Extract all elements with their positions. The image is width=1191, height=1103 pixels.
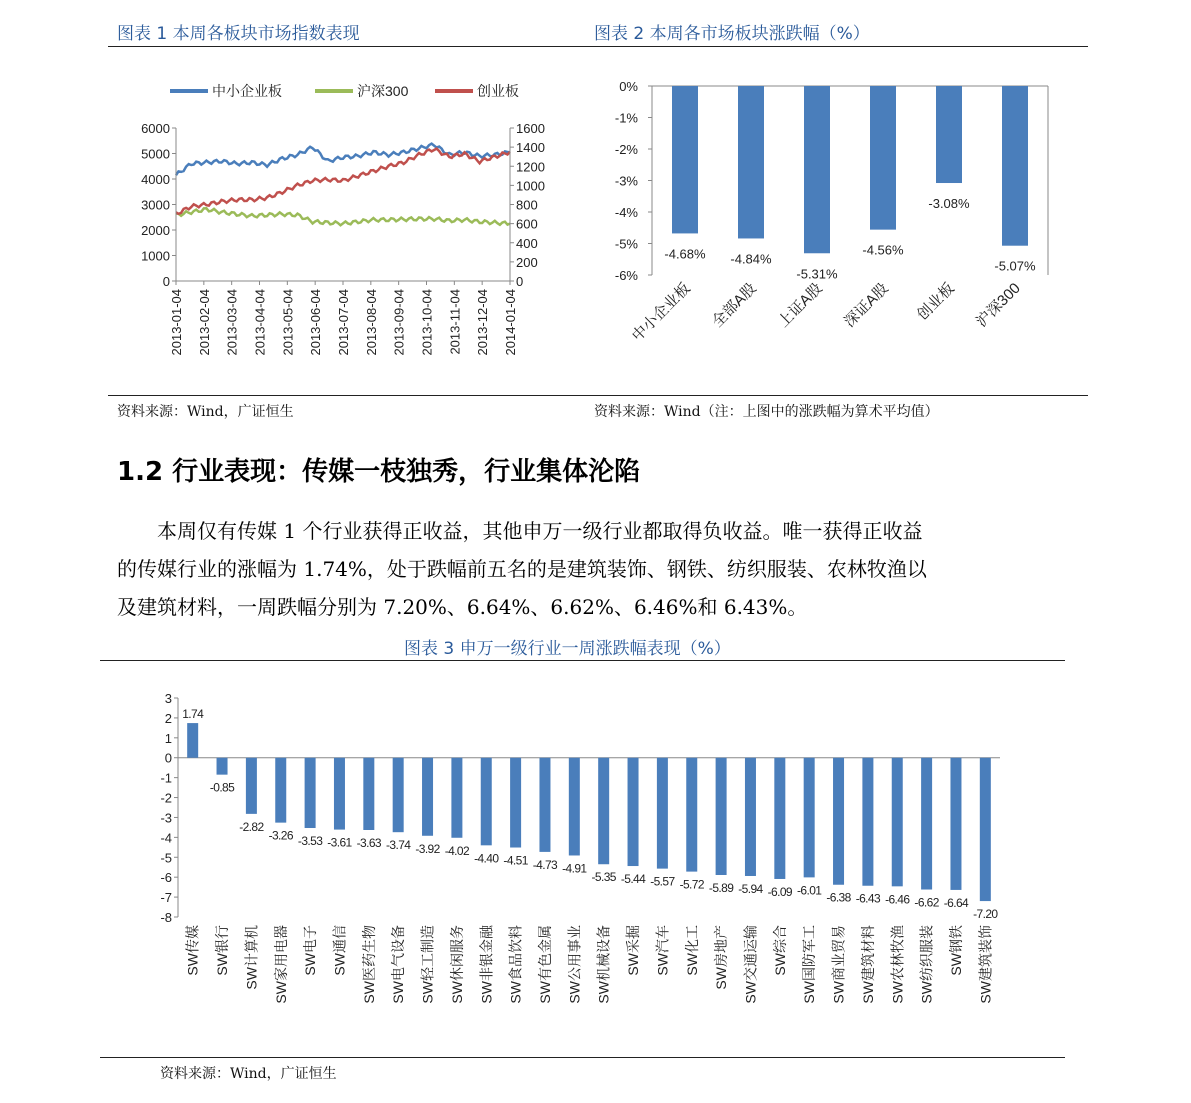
figure-1-source: 资料来源：Wind，广证恒生 xyxy=(117,404,294,420)
bar xyxy=(481,758,492,846)
category-label: 深证A股 xyxy=(840,279,892,331)
bar xyxy=(305,758,316,828)
y-tick-label: -4% xyxy=(614,205,638,220)
y-tick-label: -2 xyxy=(160,790,172,806)
category-label: SW公用事业 xyxy=(566,925,583,1004)
bar xyxy=(393,758,404,832)
y-left-tick-label: 2000 xyxy=(141,223,170,238)
legend-label: 创业板 xyxy=(477,83,519,99)
y-tick-label: -3 xyxy=(160,810,172,826)
bar xyxy=(657,758,668,869)
y-tick-label: -7 xyxy=(160,890,172,906)
bar xyxy=(980,758,991,901)
bar-value-label: -4.51 xyxy=(503,853,528,868)
bar-value-label: -5.72 xyxy=(679,877,704,892)
category-label: SW房地产 xyxy=(713,925,730,990)
bar-value-label: -5.94 xyxy=(738,881,763,896)
bottom-rule xyxy=(100,1057,1065,1058)
bar-value-label: -5.57 xyxy=(650,874,675,889)
y-right-tick-label: 400 xyxy=(516,235,538,251)
y-left-tick-label: 3000 xyxy=(141,197,170,213)
bar-value-label: -3.61 xyxy=(327,835,352,850)
y-tick-label: -2% xyxy=(614,142,638,157)
y-right-tick-label: 1400 xyxy=(516,140,545,156)
bar xyxy=(921,758,932,890)
bar-value-label: -3.63 xyxy=(356,835,382,850)
legend-label: 沪深300 xyxy=(357,83,409,99)
bar xyxy=(716,758,727,875)
bar-value-label: -6.43 xyxy=(855,891,881,906)
category-label: SW汽车 xyxy=(654,925,671,976)
bar xyxy=(422,758,433,836)
fig1-legend xyxy=(170,83,519,99)
figure-2-bar-chart xyxy=(590,70,1070,370)
category-label: SW建筑材料 xyxy=(859,925,876,1004)
bar xyxy=(510,758,521,848)
category-label: SW机械设备 xyxy=(595,925,612,1004)
category-label: SW医药生物 xyxy=(360,925,377,1004)
bar-value-label: -6.64 xyxy=(943,895,969,910)
bar-value-label: 1.74 xyxy=(182,707,204,722)
bar-value-label: -7.20 xyxy=(973,907,998,922)
x-tick-label: 2013-10-04 xyxy=(419,289,435,356)
category-label: SW非银金融 xyxy=(478,925,495,1004)
y-tick-label: -1% xyxy=(614,110,638,126)
figure-2-caption: 图表 2 本周各市场板块涨跌幅（%） xyxy=(594,24,870,44)
bar xyxy=(275,758,286,823)
bar xyxy=(833,758,844,885)
bar xyxy=(862,758,873,886)
paragraph-line: 及建筑材料，一周跌幅分别为 7.20%、6.64%、6.62%、6.46%和 6.43%。 xyxy=(117,595,808,619)
mid-rule xyxy=(108,395,1088,396)
y-tick-label: -5% xyxy=(614,236,638,252)
bar-value-label: -2.82 xyxy=(239,819,264,834)
bar xyxy=(892,758,903,887)
bar xyxy=(745,758,756,876)
bar xyxy=(217,758,228,775)
bar-value-label: -5.07% xyxy=(994,258,1036,274)
y-tick-label: -4 xyxy=(160,830,172,846)
bar-value-label: -6.46 xyxy=(885,892,910,907)
category-label: SW家用电器 xyxy=(272,925,289,1004)
series-line xyxy=(176,208,510,225)
bar-value-label: -3.26 xyxy=(268,828,293,843)
category-label: SW农林牧渔 xyxy=(889,925,906,1004)
bar xyxy=(1002,86,1028,246)
x-tick-label: 2013-06-04 xyxy=(308,289,324,356)
bar-value-label: -3.08% xyxy=(928,196,970,212)
bar-value-label: -4.02 xyxy=(444,843,470,858)
bar-value-label: -4.40 xyxy=(474,851,499,866)
bar-value-label: -5.35 xyxy=(591,870,616,885)
bar xyxy=(774,758,785,879)
x-tick-label: 2013-11-04 xyxy=(447,289,463,355)
y-right-tick-label: 600 xyxy=(516,216,538,232)
bar-value-label: -6.62 xyxy=(914,895,939,910)
legend-label: 中小企业板 xyxy=(212,83,282,99)
paragraph-line: 本周仅有传媒 1 个行业获得正收益，其他申万一级行业都取得负收益。唯一获得正收益 xyxy=(117,519,923,543)
x-tick-label: 2013-01-04 xyxy=(169,289,184,356)
bar-value-label: -4.56% xyxy=(862,242,904,258)
bar-value-label: -5.44 xyxy=(620,872,646,887)
bar-value-label: -3.92 xyxy=(415,841,440,856)
category-label: SW银行 xyxy=(214,925,231,976)
y-tick-label: 3 xyxy=(164,691,172,706)
x-tick-label: 2013-04-04 xyxy=(252,289,268,356)
bar xyxy=(598,758,609,865)
y-tick-label: -8 xyxy=(160,910,172,925)
bar xyxy=(569,758,580,856)
bar-value-label: -5.31% xyxy=(796,266,838,282)
category-label: SW采掘 xyxy=(625,925,642,976)
bar xyxy=(672,86,698,233)
bar xyxy=(738,86,764,238)
category-label: SW商业贸易 xyxy=(830,925,847,1004)
paragraph-line: 的传媒行业的涨幅为 1.74%，处于跌幅前五名的是建筑装饰、钢铁、纺织服装、农林牧渔以 xyxy=(117,557,927,581)
bar xyxy=(804,86,830,253)
bar-value-label: -4.73 xyxy=(532,857,558,872)
body-paragraph xyxy=(117,512,1079,626)
fig3-top-rule xyxy=(100,660,1065,661)
y-left-tick-label: 1000 xyxy=(141,248,170,264)
section-heading: 1.2 行业表现：传媒一枝独秀，行业集体沦陷 xyxy=(117,457,641,487)
category-label: SW交通运输 xyxy=(742,925,759,1004)
y-tick-label: 2 xyxy=(164,710,172,726)
x-tick-label: 2013-08-04 xyxy=(363,289,379,356)
figure-3-caption: 图表 3 申万一级行业一周涨跌幅表现（%） xyxy=(404,639,731,659)
category-label: SW纺织服装 xyxy=(918,925,935,1004)
bar xyxy=(686,758,697,872)
figure-2-source: 资料来源：Wind（注：上图中的涨跌幅为算术平均值） xyxy=(594,404,939,420)
category-label: SW计算机 xyxy=(243,925,260,990)
y-right-tick-label: 200 xyxy=(516,254,538,270)
series-line xyxy=(176,144,510,176)
category-label: SW钢铁 xyxy=(947,925,964,976)
y-tick-label: -5 xyxy=(160,850,172,866)
y-left-tick-label: 0 xyxy=(162,274,170,289)
bar xyxy=(187,723,198,758)
category-label: SW轻工制造 xyxy=(419,925,436,1004)
bar-value-label: -3.53 xyxy=(297,834,323,849)
category-label: 中小企业板 xyxy=(628,279,694,345)
category-label: SW食品饮料 xyxy=(507,925,524,1004)
bar xyxy=(334,758,345,830)
bar xyxy=(363,758,374,830)
category-label: SW综合 xyxy=(771,925,788,976)
x-tick-label: 2013-12-04 xyxy=(475,289,491,356)
y-right-tick-label: 0 xyxy=(516,274,524,289)
bar-value-label: -4.91 xyxy=(562,861,587,876)
y-right-tick-label: 1000 xyxy=(516,178,545,194)
bar-value-label: -6.01 xyxy=(796,883,822,898)
figure-3-source: 资料来源：Wind，广证恒生 xyxy=(160,1066,337,1082)
y-tick-label: -6 xyxy=(160,870,172,886)
y-left-tick-label: 4000 xyxy=(141,172,170,187)
y-tick-label: 0 xyxy=(164,750,172,766)
bar-value-label: -6.09 xyxy=(767,884,793,899)
x-tick-label: 2013-02-04 xyxy=(196,289,212,356)
bar xyxy=(451,758,462,838)
category-label: SW通信 xyxy=(331,925,348,976)
category-label: SW电气设备 xyxy=(390,925,407,1004)
x-tick-label: 2014-01-04 xyxy=(503,289,518,356)
bar xyxy=(246,758,257,814)
y-tick-label: -3% xyxy=(614,173,638,189)
bar xyxy=(870,86,896,230)
y-left-tick-label: 5000 xyxy=(141,146,170,162)
category-label: SW建筑装饰 xyxy=(977,925,994,1004)
bar xyxy=(936,86,962,183)
category-label: 上证A股 xyxy=(774,279,826,331)
bar-value-label: -6.38 xyxy=(826,890,851,905)
y-right-tick-label: 1200 xyxy=(516,159,545,175)
bar xyxy=(628,758,639,866)
y-tick-label: 0% xyxy=(619,79,638,94)
top-rule xyxy=(108,46,1088,47)
x-tick-label: 2013-09-04 xyxy=(391,289,407,356)
category-label: 全部A股 xyxy=(708,279,760,331)
figure-3-bar-chart xyxy=(140,685,1040,1025)
category-label: SW电子 xyxy=(302,925,319,976)
category-label: 创业板 xyxy=(913,279,958,324)
category-label: SW休闲服务 xyxy=(448,925,465,1004)
bar-value-label: -5.89 xyxy=(708,880,734,895)
x-tick-label: 2013-05-04 xyxy=(280,289,296,356)
category-label: SW国防军工 xyxy=(801,925,818,1004)
bar-value-label: -4.84% xyxy=(730,251,772,267)
y-tick-label: 1 xyxy=(164,730,172,746)
y-right-tick-label: 800 xyxy=(516,197,538,213)
bar-value-label: -3.74 xyxy=(385,838,411,853)
category-label: SW有色金属 xyxy=(536,925,553,1004)
y-right-tick-label: 1600 xyxy=(516,121,545,136)
bar xyxy=(950,758,961,890)
figure-1-line-chart xyxy=(110,70,560,380)
x-tick-label: 2013-03-04 xyxy=(224,289,240,356)
figure-1-caption: 图表 1 本周各板块市场指数表现 xyxy=(117,24,360,44)
y-tick-label: -1 xyxy=(160,770,172,786)
category-label: SW传媒 xyxy=(184,925,201,976)
category-label: 沪深300 xyxy=(972,279,1024,331)
bar-value-label: -0.85 xyxy=(209,780,235,795)
y-tick-label: -6% xyxy=(614,268,638,283)
bar-value-label: -4.68% xyxy=(664,246,706,262)
y-left-tick-label: 6000 xyxy=(141,121,170,136)
category-label: SW化工 xyxy=(683,925,700,976)
bar xyxy=(804,758,815,878)
x-tick-label: 2013-07-04 xyxy=(336,289,351,356)
bar xyxy=(539,758,550,852)
